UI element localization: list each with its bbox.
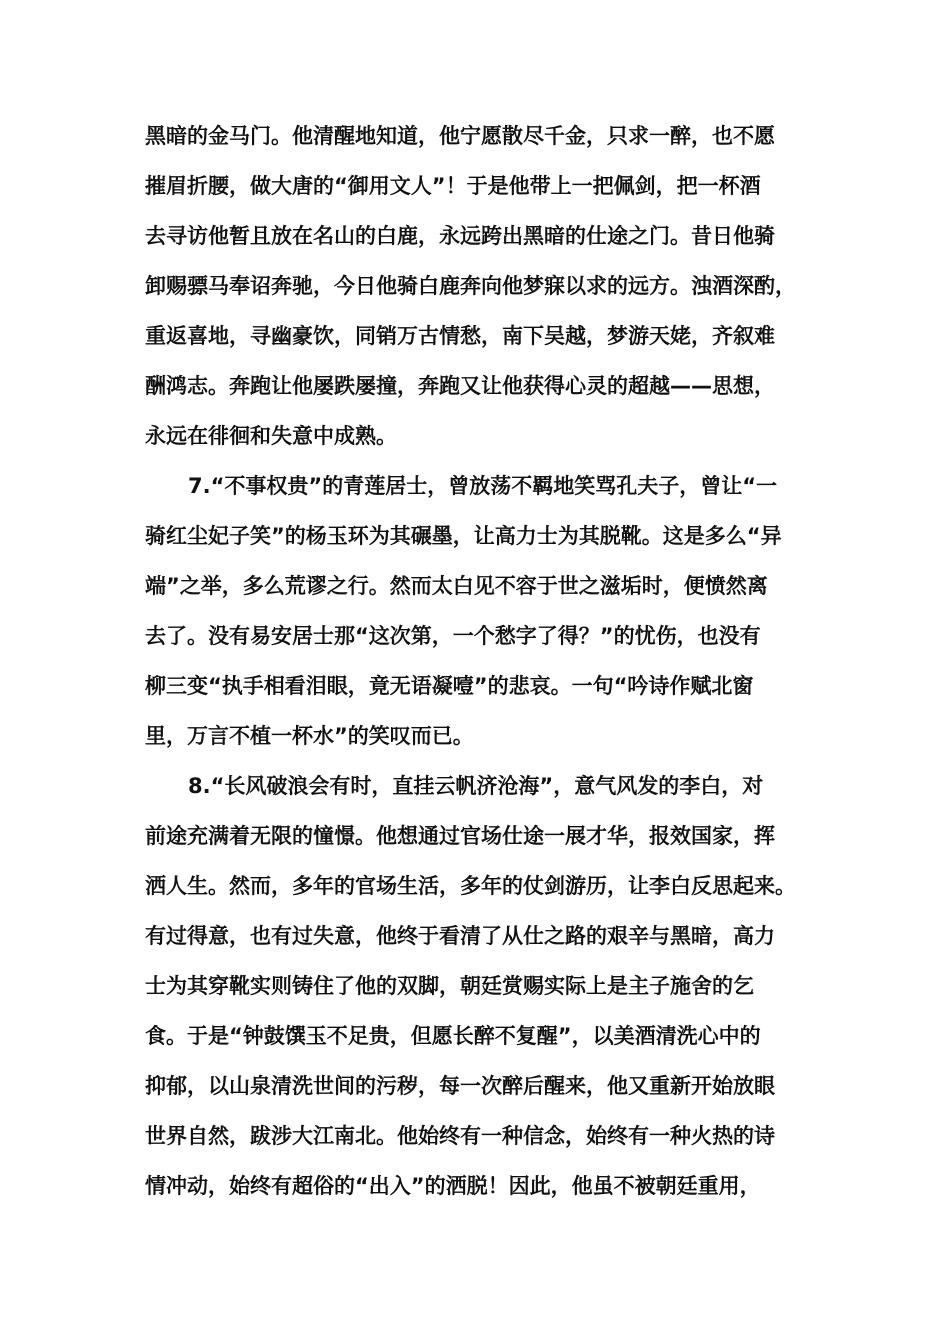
text-line: 柳三变“执手相看泪眼，竟无语凝噎”的悲哀。一句“吟诗作赋北窗 xyxy=(145,674,754,698)
text-line: 有过得意，也有过失意，他终于看清了从仕之路的艰辛与黑暗，高力 xyxy=(145,924,775,948)
text-line: 去寻访他暂且放在名山的白鹿，永远跨出黑暗的仕途之门。昔日他骑 xyxy=(145,224,775,248)
text-line: 永远在徘徊和失意中成熟。 xyxy=(145,424,397,448)
text-line: 摧眉折腰，做大唐的“御用文人”！于是他带上一把佩剑，把一杯酒 xyxy=(145,174,761,198)
text-line: 士为其穿靴实则铸住了他的双脚，朝廷赏赐实际上是主子施舍的乞 xyxy=(145,974,754,998)
paragraph-7-start: 7.“不事权贵”的青莲居士，曾放荡不羁地笑骂孔夫子，曾让“一 xyxy=(188,474,777,498)
text-line: 黑暗的金马门。他清醒地知道，他宁愿散尽千金，只求一醉，也不愿 xyxy=(145,124,775,148)
text-line: 卸赐骠马奉诏奔驰，今日他骑白鹿奔向他梦寐以求的远方。浊酒深酌， xyxy=(145,274,796,298)
text-line: 里，万言不植一杯水”的笑叹而已。 xyxy=(145,724,474,748)
paragraph-8-start: 8.“长风破浪会有时，直挂云帆济沧海”，意气风发的李白，对 xyxy=(188,774,764,798)
text-line: 情冲动，始终有超俗的“出入”的洒脱！因此，他虽不被朝廷重用， xyxy=(145,1174,761,1198)
text-line: 洒人生。然而，多年的官场生活，多年的仗剑游历，让李白反思起来。 xyxy=(145,874,796,898)
text-line: 前途充满着无限的憧憬。他想通过官场仕途一展才华，报效国家，挥 xyxy=(145,824,775,848)
text-line: 端”之举，多么荒谬之行。然而太白见不容于世之滋垢时，便愤然离 xyxy=(145,574,768,598)
text-line: 酬鸿志。奔跑让他屡跌屡撞，奔跑又让他获得心灵的超越——思想， xyxy=(145,374,775,398)
text-line: 骑红尘妃子笑”的杨玉环为其碾墨，让高力士为其脱靴。这是多么“异 xyxy=(145,524,782,548)
text-line: 抑郁，以山泉清洗世间的污秽，每一次醉后醒来，他又重新开始放眼 xyxy=(145,1074,775,1098)
text-line: 重返喜地，寻幽豪饮，同销万古情愁，南下吴越，梦游天姥，齐叙难 xyxy=(145,324,775,348)
text-line: 食。于是“钟鼓馔玉不足贵，但愿长醉不复醒”，以美酒清洗心中的 xyxy=(145,1024,761,1048)
text-line: 去了。没有易安居士那“这次第，一个愁字了得？”的忧伤，也没有 xyxy=(145,624,761,648)
text-line: 世界自然，跋涉大江南北。他始终有一种信念，始终有一种火热的诗 xyxy=(145,1124,775,1148)
